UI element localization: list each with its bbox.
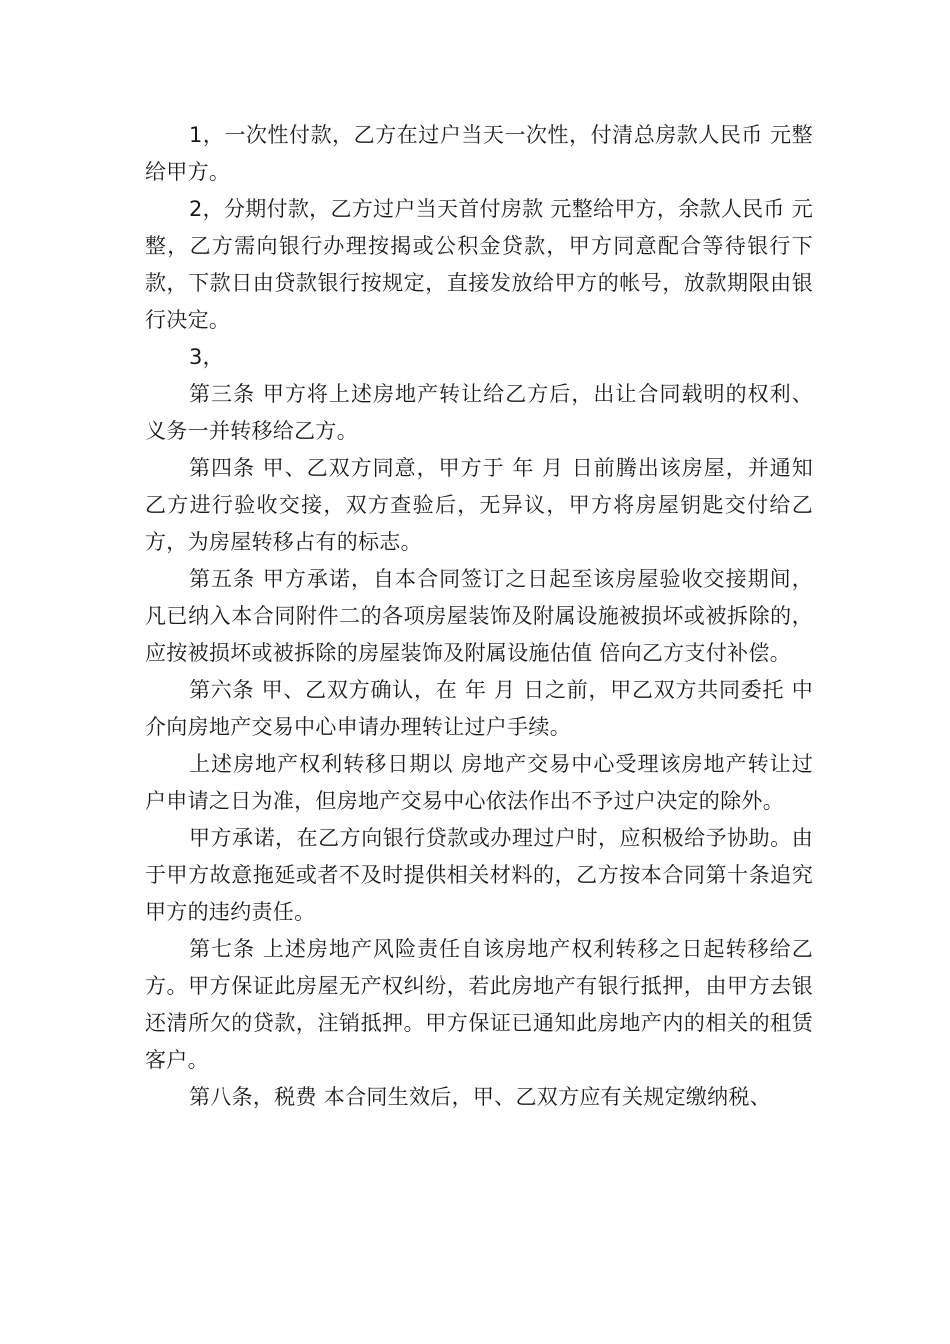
paragraph-payment-installment: 2，分期付款，乙方过户当天首付房款 元整给甲方，余款人民币 元整，乙方需向银行办理按揭或公积金贷款，甲方同意配合等待银行下款，下款日由贷款银行按规定，直接发放给甲方的帐号，放款期限由银行决定。 xyxy=(145,197,814,332)
paragraph-article-4: 第四条 甲、乙双方同意，甲方于 年 月 日前腾出该房屋，并通知乙方进行验收交接，双方查验后，无异议，甲方将房屋钥匙交付给乙方，为房屋转移占有的标志。 xyxy=(145,456,813,554)
paragraph-article-7: 第七条 上述房地产风险责任自该房地产权利转移之日起转移给乙方。甲方保证此房屋无产权纠纷，若此房地产有银行抵押，由甲方去银还清所欠的贷款，注销抵押。甲方保证已通知此房地产内的相关的租赁客户。 xyxy=(145,937,813,1072)
document-body xyxy=(145,117,813,1116)
paragraph-article-8: 第八条，税费 本合同生效后，甲、乙双方应有关规定缴纳税、 xyxy=(189,1085,772,1109)
paragraph-seller-promise: 甲方承诺，在乙方向银行贷款或办理过户时，应积极给予协助。由于甲方故意拖延或者不及时提供相关材料的，乙方按本合同第十条追究甲方的违约责任。 xyxy=(145,826,813,924)
paragraph-article-5: 第五条 甲方承诺，自本合同签订之日起至该房屋验收交接期间，凡已纳入本合同附件二的各项房屋装饰及附属设施被损坏或被拆除的，应按被损坏或被拆除的房屋装饰及附属设施估值 倍向乙方支付补偿。 xyxy=(145,567,813,665)
paragraph-article-3: 第三条 甲方将上述房地产转让给乙方后，出让合同载明的权利、义务一并转移给乙方。 xyxy=(145,382,813,443)
paragraph-payment-lump-sum: 1，一次性付款，乙方在过户当天一次性，付清总房款人民币 元整给甲方。 xyxy=(145,123,813,184)
paragraph-article-6: 第六条 甲、乙双方确认，在 年 月 日之前，甲乙双方共同委托 中介向房地产交易中心申请办理转让过户手续。 xyxy=(145,678,813,739)
paragraph-transfer-date: 上述房地产权利转移日期以 房地产交易中心受理该房地产转让过户申请之日为准，但房地产交易中心依法作出不予过户决定的除外。 xyxy=(145,752,813,813)
paragraph-payment-other: 3， xyxy=(189,345,224,369)
